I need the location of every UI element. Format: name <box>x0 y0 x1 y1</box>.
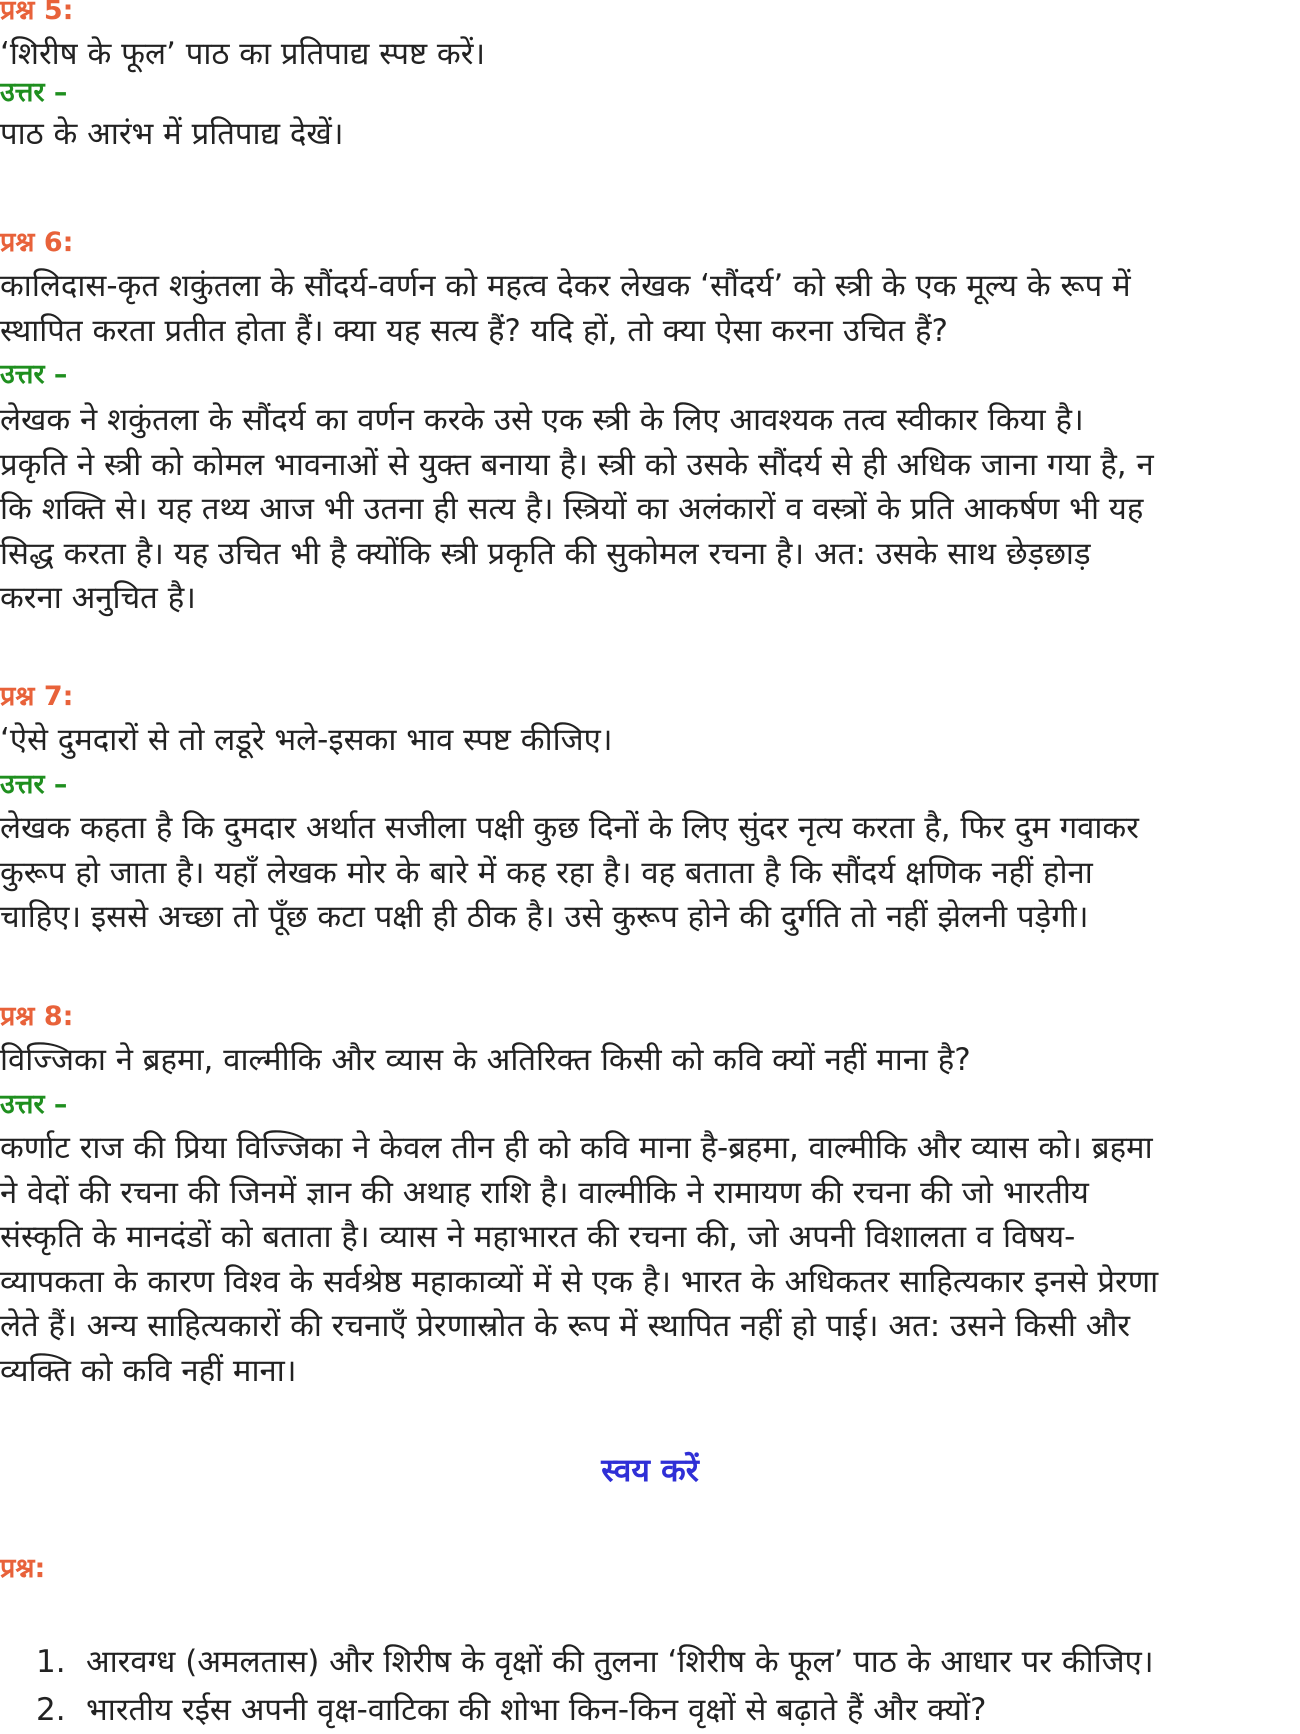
answer-6-line: कि शक्ति से। यह तथ्य आज भी उतना ही सत्य है। स्त्रियों का अलंकारों व वस्त्रों के प्रति आकर्षण भी यह <box>0 491 1144 527</box>
question-7-text <box>0 718 1296 763</box>
answer-6-line: करना अनुचित है। <box>0 580 196 616</box>
answer-8-label: उत्तर – <box>0 1089 68 1120</box>
question-6-line: स्थापित करता प्रतीत होता हैं। क्या यह सत्य हैं? यदि हों, तो क्या ऐसा करना उचित हैं? <box>0 312 948 349</box>
answer-6-line: लेखक ने शकुंतला के सौंदर्य का वर्णन करके उसे एक स्त्री के लिए आवश्यक तत्व स्वीकार किया है। <box>0 402 1084 438</box>
answer-8-line: लेते हैं। अन्य साहित्यकारों की रचनाएँ प्रेरणास्रोत के रूप में स्थापित नहीं हो पाई। अत: उसने किसी और <box>0 1308 1131 1344</box>
question-8-label: प्रश्न 8: <box>0 1001 74 1032</box>
answer-8-line: कर्णाट राज की प्रिया विज्जिका ने केवल तीन ही को कवि माना है-ब्रहमा, वाल्मीकि और व्यास को। ब्रहमा <box>0 1130 1153 1166</box>
self-practice-heading: स्वय करें <box>601 1451 699 1489</box>
list-item-text: आरवग्ध (अमलतास) और शिरीष के वृक्षों की तुलना ‘शिरीष के फूल’ पाठ के आधार पर कीजिए। <box>86 1644 1154 1680</box>
answer-8-line: व्यक्ति को कवि नहीं माना। <box>0 1352 297 1389</box>
answer-7-line: चाहिए। इससे अच्छा तो पूँछ कटा पक्षी ही ठीक है। उसे कुरूप होने की दुर्गति तो नहीं झेलनी पड़ेगी। <box>0 899 1089 935</box>
answer-8-text <box>0 1126 1296 1393</box>
question-5-label: प्रश्न 5: <box>0 0 74 26</box>
list-item-number: 2. <box>36 1692 66 1728</box>
answer-8-line: ने वेदों की रचना की जिनमें ज्ञान की अथाह राशि है। वाल्मीकि ने रामायण की रचना की जो भारतीय <box>0 1174 1089 1211</box>
answer-8-line: संस्कृति के मानदंडों को बताता है। व्यास ने महाभारत की रचना की, जो अपनी विशालता व विषय- <box>0 1219 1076 1255</box>
answer-5-text <box>0 112 1296 157</box>
question-7-line: ‘ऐसे दुमदारों से तो लडूरे भले-इसका भाव स्पष्ट कीजिए। <box>0 722 613 758</box>
question-6-label: प्रश्न 6: <box>0 227 74 258</box>
question-6-text <box>0 264 1296 353</box>
question-8-text <box>0 1038 1296 1083</box>
answer-5-label: उत्तर – <box>0 77 68 108</box>
answer-6-text <box>0 398 1296 621</box>
answer-7-line: कुरूप हो जाता है। यहाँ लेखक मोर के बारे में कह रहा है। वह बताता है कि सौंदर्य क्षणिक नहीं होना <box>0 854 1093 891</box>
question-8-line: विज्जिका ने ब्रहमा, वाल्मीकि और व्यास के अतिरिक्त किसी को कवि क्यों नहीं माना है? <box>0 1042 971 1078</box>
self-practice-label: प्रश्न: <box>0 1553 46 1584</box>
answer-8-line: व्यापकता के कारण विश्व के सर्वश्रेष्ठ महाकाव्यों में से एक है। भारत के अधिकतर साहित्यकार इनसे प्रेरणा <box>0 1263 1159 1300</box>
answer-6-label: उत्तर – <box>0 359 68 390</box>
list-item <box>0 1686 1296 1734</box>
answer-6-line: सिद्ध करता है। यह उचित भी है क्योंकि स्त्री प्रकृति की सुकोमल रचना है। अत: उसके साथ छेड़छाड़ <box>0 535 1091 572</box>
answer-6-line: प्रकृति ने स्त्री को कोमल भावनाओं से युक्त बनाया है। स्त्री को उसके सौंदर्य से ही अधिक जाना गया है, न <box>0 446 1154 483</box>
self-practice-list <box>0 1638 1296 1734</box>
question-7-label: प्रश्न 7: <box>0 681 74 712</box>
question-5-text <box>0 32 1296 77</box>
list-item-number: 1. <box>36 1644 66 1680</box>
question-6-line: कालिदास-कृत शकुंतला के सौंदर्य-वर्णन को महत्व देकर लेखक ‘सौंदर्य’ को स्त्री के एक मूल्य के रूप में <box>0 268 1131 304</box>
list-item-text: भारतीय रईस अपनी वृक्ष-वाटिका की शोभा किन-किन वृक्षों से बढ़ाते हैं और क्यों? <box>86 1692 987 1728</box>
answer-7-label: उत्तर – <box>0 769 68 800</box>
answer-5-line: पाठ के आरंभ में प्रतिपाद्य देखें। <box>0 116 344 152</box>
question-5-line: ‘शिरीष के फूल’ पाठ का प्रतिपाद्य स्पष्ट करें। <box>0 36 486 72</box>
list-item <box>0 1638 1296 1686</box>
answer-7-line: लेखक कहता है कि दुमदार अर्थात सजीला पक्षी कुछ दिनों के लिए सुंदर नृत्य करता है, फिर दुम गवाकर <box>0 810 1139 846</box>
answer-7-text <box>0 806 1296 940</box>
